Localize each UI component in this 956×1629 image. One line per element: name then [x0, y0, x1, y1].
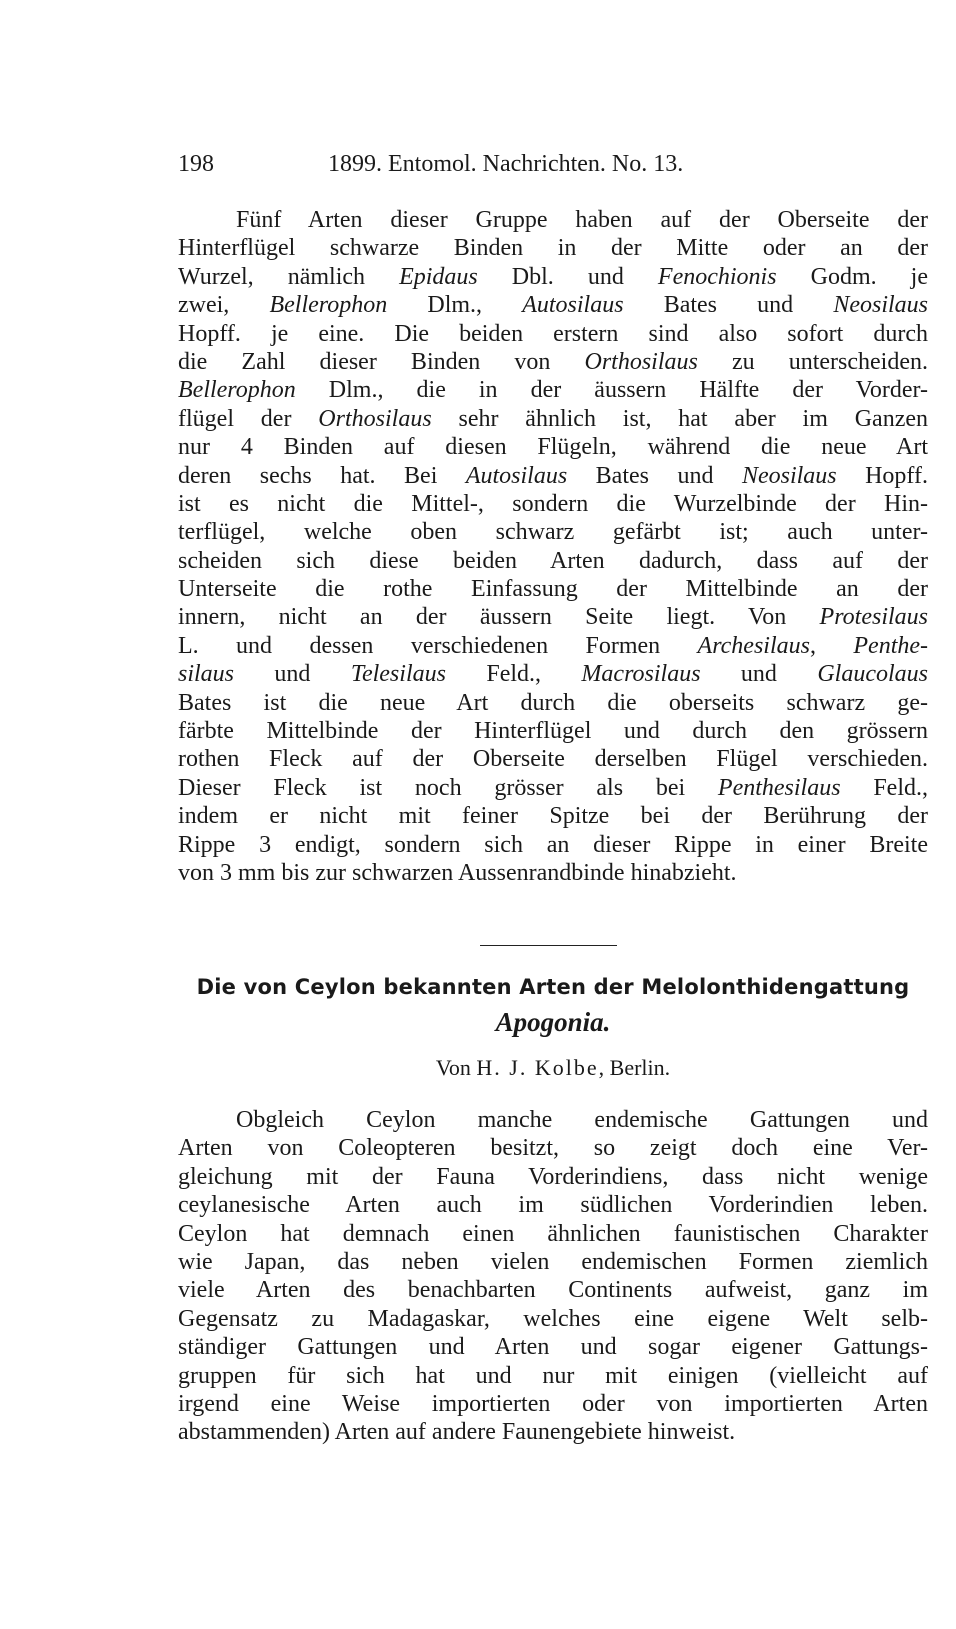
taxon-name: Penthesilaus	[717, 774, 841, 801]
text-run: ist es nicht die Mittel-, sondern die Wurzelbinde der Hin-	[178, 490, 928, 517]
author-place: , Berlin.	[598, 1055, 671, 1080]
text-line	[178, 660, 928, 688]
text-line	[178, 1418, 928, 1446]
text-line	[178, 462, 928, 490]
text-run: Feld.,	[445, 661, 582, 688]
text-run: Rippe 3 endigt, sondern sich an dieser Rippe in einer Breite	[178, 831, 928, 858]
text-line	[178, 1333, 928, 1361]
text-run: gleichung mit der Fauna Vorderindiens, dass nicht wenige	[178, 1163, 928, 1190]
text-run: Dbl. und	[477, 263, 658, 290]
text-run: L. und dessen verschiedenen Formen	[178, 632, 698, 659]
text-run: terflügel, welche oben schwarz gefärbt ist; auch unter-	[178, 519, 928, 546]
text-run: irgend eine Weise importierten oder von importierten Arten	[178, 1390, 928, 1417]
taxon-name: Glaucolaus	[817, 661, 928, 688]
text-run: Bates und	[567, 462, 742, 489]
taxon-name: Penthe-	[853, 632, 929, 659]
text-line	[178, 802, 928, 830]
text-line	[178, 1390, 928, 1418]
text-run: Feld.,	[840, 774, 928, 801]
text-line	[178, 206, 928, 234]
text-run: Hopff. je eine. Die beiden erstern sind also sofort durch	[178, 320, 928, 347]
text-run: zwei,	[178, 292, 270, 319]
taxon-name: Fenochionis	[657, 263, 777, 290]
text-run: färbte Mittelbinde der Hinterflügel und durch den grössern	[178, 718, 928, 745]
taxon-name: Telesilaus	[350, 661, 446, 688]
text-line	[178, 1134, 928, 1162]
taxon-name: Autosilaus	[522, 292, 624, 319]
text-line	[178, 575, 928, 603]
taxon-name: Macrosilaus	[581, 661, 701, 688]
text-run: ,	[809, 632, 854, 659]
text-run: Unterseite die rothe Einfassung der Mittelbinde an der	[178, 576, 928, 603]
text-line	[178, 1276, 928, 1304]
running-head	[178, 150, 938, 178]
taxon-name: Orthosilaus	[584, 348, 698, 375]
text-run: innern, nicht an der äussern Seite liegt. Von	[178, 604, 820, 631]
taxon-name: Protesilaus	[819, 604, 928, 631]
taxon-name: Autosilaus	[465, 462, 568, 489]
taxon-name: Bellerophon	[269, 292, 388, 319]
text-line	[178, 1106, 928, 1134]
section-divider	[480, 945, 617, 946]
text-run: ceylanesische Arten auch im südlichen Vorderindien leben.	[178, 1192, 928, 1219]
text-line	[178, 603, 928, 631]
text-line	[178, 859, 928, 887]
text-line	[178, 518, 928, 546]
text-run: gruppen für sich hat und nur mit einigen (vielleicht auf	[178, 1362, 928, 1389]
text-run: Hopff.	[836, 462, 928, 489]
text-run: Hinterflügel schwarze Binden in der Mitte oder an der	[178, 235, 928, 262]
taxon-name: Bellerophon	[178, 377, 296, 404]
text-line	[178, 689, 928, 717]
text-line	[178, 433, 928, 461]
text-run: wie Japan, das neben vielen endemischen Formen ziemlich	[178, 1248, 928, 1275]
text-line	[178, 547, 928, 575]
text-run: Obgleich Ceylon manche endemische Gattungen und	[236, 1107, 928, 1133]
text-run: Dieser Fleck ist noch grösser als bei	[178, 774, 718, 801]
text-line	[178, 348, 928, 376]
text-run: scheiden sich diese beiden Arten dadurch, dass auf der	[178, 547, 928, 574]
text-line	[178, 632, 928, 660]
text-line	[178, 1362, 928, 1390]
text-run: nur 4 Binden auf diesen Flügeln, während die neue Art	[178, 434, 928, 461]
author-name: H. J. Kolbe	[476, 1055, 599, 1080]
text-line	[178, 376, 928, 404]
taxon-name: Epidaus	[399, 263, 478, 290]
text-run: sehr ähnlich ist, hat aber im Ganzen	[431, 405, 929, 432]
text-run: die Zahl dieser Binden von	[178, 348, 585, 375]
text-run: Wurzel, nämlich	[178, 263, 400, 290]
taxon-name: Archesilaus	[697, 632, 810, 659]
author-line	[178, 1054, 928, 1082]
text-run: abstammenden) Arten auf andere Faunengebiete hinweist.	[178, 1419, 736, 1446]
text-run: Bates ist die neue Art durch die oberseits schwarz ge-	[178, 689, 928, 716]
text-run: Bates und	[623, 292, 834, 319]
text-run: viele Arten des benachbarten Continents aufweist, ganz im	[178, 1277, 928, 1304]
text-line	[178, 320, 928, 348]
text-run: deren sechs hat. Bei	[178, 462, 466, 489]
paragraph-butterflies	[178, 206, 928, 887]
text-run: ständiger Gattungen und Arten und sogar eigener Gattungs-	[178, 1334, 928, 1361]
text-run: rothen Fleck auf der Oberseite derselben Flügel verschieden.	[178, 746, 928, 773]
journal-title: 1899. Entomol. Nachrichten. No. 13.	[328, 151, 684, 177]
text-line	[178, 717, 928, 745]
text-line	[178, 1248, 928, 1276]
text-line	[178, 1191, 928, 1219]
text-run: Fünf Arten dieser Gruppe haben auf der Oberseite der	[236, 207, 928, 233]
text-run: und	[234, 661, 351, 688]
article-genus: Apogonia.	[495, 1007, 611, 1037]
text-run: Gegensatz zu Madagaskar, welches eine eigene Welt selb-	[178, 1305, 928, 1332]
paragraph-ceylon	[178, 1106, 928, 1447]
article-title: Die von Ceylon bekannten Arten der Melolonthidengattung	[196, 975, 910, 999]
text-line	[178, 1220, 928, 1248]
author-prefix: Von	[435, 1055, 471, 1080]
page-number: 198	[178, 151, 214, 177]
text-line	[178, 405, 928, 433]
text-line	[178, 263, 928, 291]
text-run: zu unterscheiden.	[697, 348, 928, 375]
text-line	[178, 1305, 928, 1333]
text-line	[178, 1163, 928, 1191]
text-line	[178, 745, 928, 773]
text-run: Arten von Coleopteren besitzt, so zeigt doch eine Ver-	[178, 1135, 928, 1162]
text-run: von 3 mm bis zur schwarzen Aussenrandbinde hinabzieht.	[178, 859, 737, 886]
text-run: Ceylon hat demnach einen ähnlichen faunistischen Charakter	[178, 1220, 928, 1247]
text-run: Godm. je	[776, 263, 928, 290]
text-run: flügel der	[178, 405, 319, 432]
text-run: Dlm., die in der äussern Hälfte der Vorder-	[295, 377, 928, 404]
text-run: Dlm.,	[387, 292, 523, 319]
text-line	[178, 490, 928, 518]
text-line	[178, 831, 928, 859]
text-line	[178, 234, 928, 262]
taxon-name: Neosilaus	[741, 462, 837, 489]
text-line	[178, 774, 928, 802]
text-run: und	[700, 661, 818, 688]
text-run: indem er nicht mit feiner Spitze bei der Berührung der	[178, 803, 928, 830]
text-line	[178, 291, 928, 319]
taxon-name: Neosilaus	[833, 292, 929, 319]
taxon-name: Orthosilaus	[318, 405, 432, 432]
taxon-name: silaus	[178, 661, 235, 688]
